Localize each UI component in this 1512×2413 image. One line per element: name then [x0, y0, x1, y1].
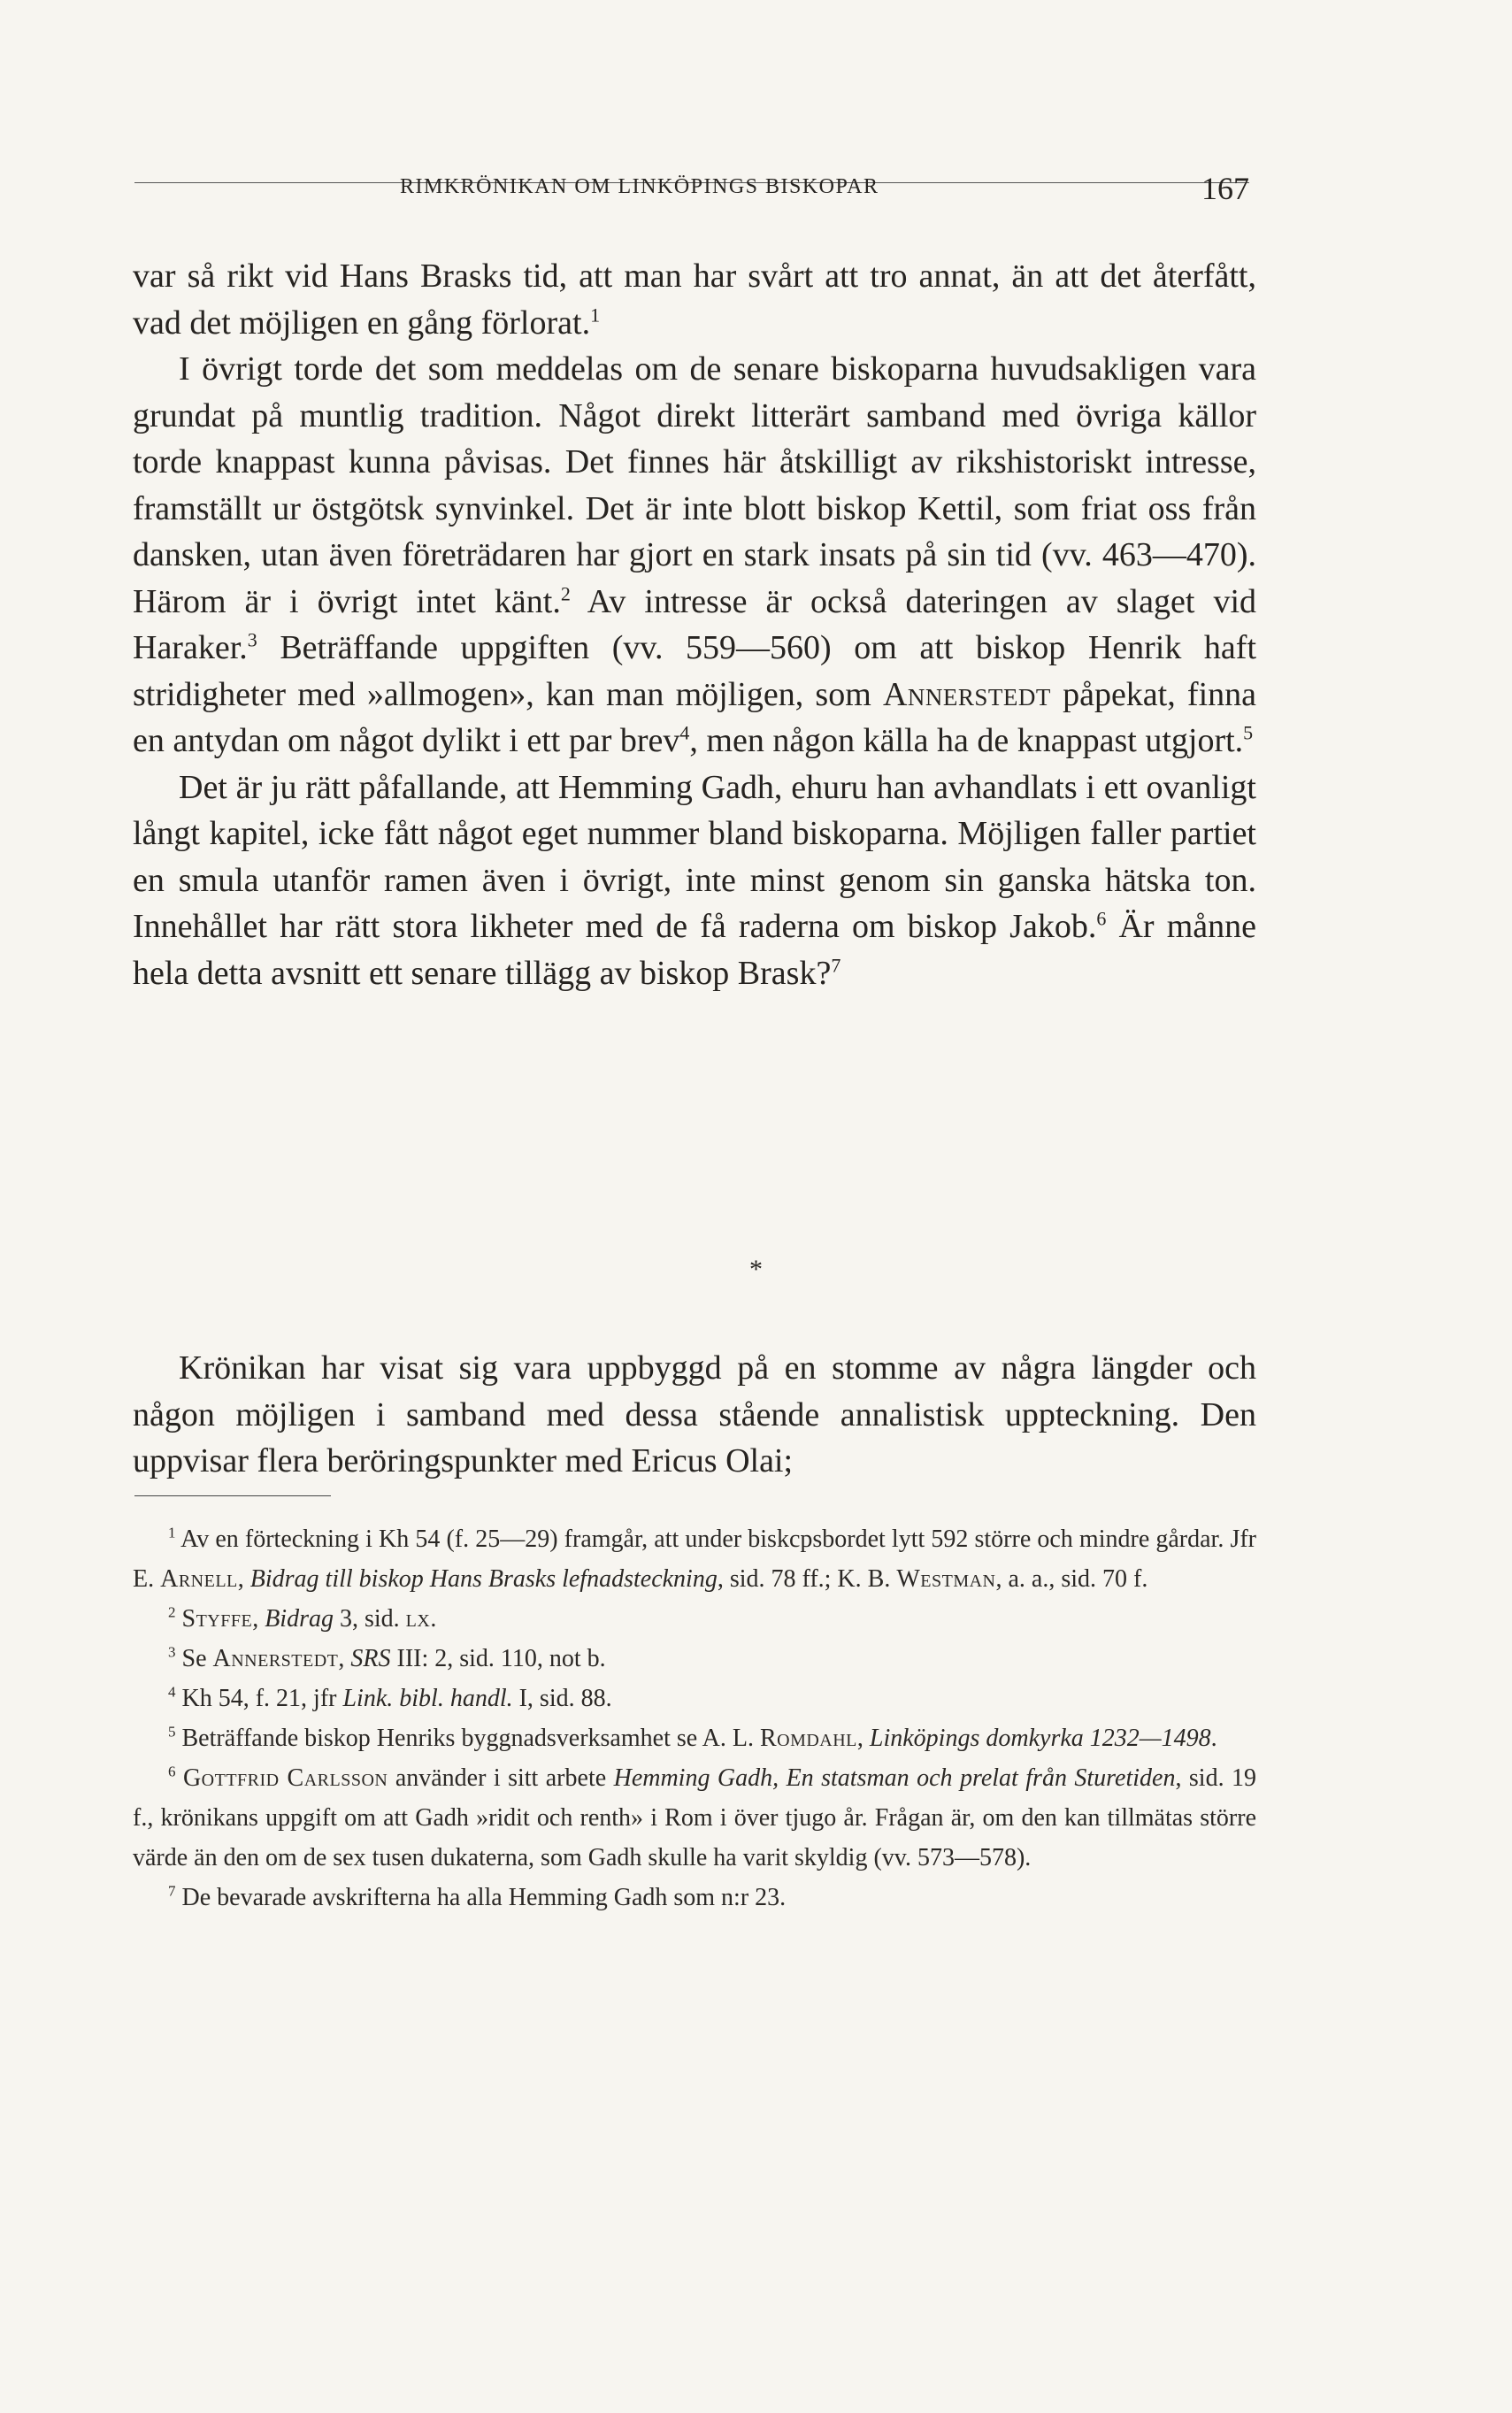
footnote-2: $^2$ Styffe, Bidrag 3, sid. lx. — [168, 1603, 437, 1633]
main-text — [133, 253, 1256, 996]
footnote-ref-3[interactable]: 3 — [247, 628, 257, 651]
paragraph-2: I övrigt torde det som meddelas om de senare biskoparna huvudsakligen vara grundat på muntlig tradition. Något direkt litterärt samband med övriga källor torde knappast kunna påvisas. Det finnes här åtskilligt av rikshistoriskt intresse, framställt ur östgötsk synvinkel. Det är inte blott biskop Kettil, som friat oss från dansken, utan även företrädaren har gjort en stark insats på sin tid (vv. 463—470). Härom är i övrigt intet känt.$^2$ Av intresse är också dateringen av slaget vid Haraker.$^3$ Beträffande uppgiften (vv. 559—560) om att biskop Henrik haft stridigheter med »allmogen», kan man möjligen, som Annerstedt påpekat, finna en antydan om något dylikt i ett par brev$^4$, men någon källa ha de knappast utgjort.$^5$ — [133, 350, 1257, 759]
footnote-rule — [134, 1495, 331, 1496]
footnote-3: $^3$ Se Annerstedt, SRS III: 2, sid. 110, not b. — [168, 1643, 606, 1672]
footnotes — [133, 1519, 1256, 1917]
footnote-ref-2[interactable]: 2 — [560, 581, 571, 604]
footnote-4: $^4$ Kh 54, f. 21, jfr Link. bibl. handl. I, sid. 88. — [168, 1683, 612, 1712]
author-name: Annerstedt — [882, 675, 1051, 713]
footnote-7: $^7$ De bevarade avskrifterna ha alla Hemming Gadh som n:r 23. — [168, 1882, 787, 1911]
paragraph-3: Det är ju rätt påfallande, att Hemming Gadh, ehuru han avhandlats i ett ovanligt långt kapitel, icke fått något eget nummer bland biskoparna. Möjligen faller partiet en smula utanför ramen även i övrigt, inte minst genom sin ganska hätska ton. Innehållet har rätt stora likheter med de få raderna om biskop Jakob.$^6$ Är månne hela detta avsnitt ett senare tillägg av biskop Brask?$^7$ — [133, 768, 1256, 992]
footnote-6: $^6$ Gottfrid Carlsson använder i sitt arbete Hemming Gadh, En statsman och prelat från Sturetiden, sid. 19 f., krönikans uppgift om att Gadh »ridit och renth» i Rom i över tjugo år. Frågan är, om den kan tillmätas större värde än den om de sex tusen dukaterna, som Gadh skulle ha varit skyldig (vv. 573—578). — [133, 1763, 1257, 1871]
page-number: 167 — [1201, 171, 1249, 206]
paragraph-4: Krönikan har visat sig vara uppbyggd på en stomme av några längder och någon möjligen i samband med dessa stående annalistisk uppteckning. Den uppvisar flera beröringspunkter med Ericus Olai; — [133, 1349, 1256, 1479]
footnote-ref-4[interactable]: 4 — [679, 721, 690, 744]
main-text-section-2 — [133, 1345, 1256, 1485]
footnote-1: $^1$ Av en förteckning i Kh 54 (f. 25—29) framgår, att under biskcpsbordet lytt 592 större och mindre gårdar. Jfr E. Arnell, Bidrag till biskop Hans Brasks lefnadsteckning, sid. 78 ff.; K. B. Westman, a. a., sid. 70 f. — [133, 1524, 1256, 1593]
footnote-ref-1[interactable]: 1 — [590, 303, 601, 326]
footnote-ref-5[interactable]: 5 — [1243, 721, 1254, 744]
footnote-5: $^5$ Beträffande biskop Henriks byggnadsverksamhet se A. L. Romdahl, Linköpings domkyrka 1232—1498. — [168, 1723, 1217, 1752]
paragraph-1: var så rikt vid Hans Brasks tid, att man har svårt att tro annat, än att det återfått, vad det möjligen en gång förlorat.$^1$ — [133, 257, 1256, 342]
running-head-title: RIMKRÖNIKAN OM LINKÖPINGS BISKOPAR — [400, 175, 879, 198]
section-divider-asterisk: * — [749, 1255, 763, 1284]
running-head — [134, 171, 1249, 206]
footnote-ref-6[interactable]: 6 — [1096, 907, 1107, 930]
footnote-ref-7[interactable]: 7 — [831, 953, 841, 976]
